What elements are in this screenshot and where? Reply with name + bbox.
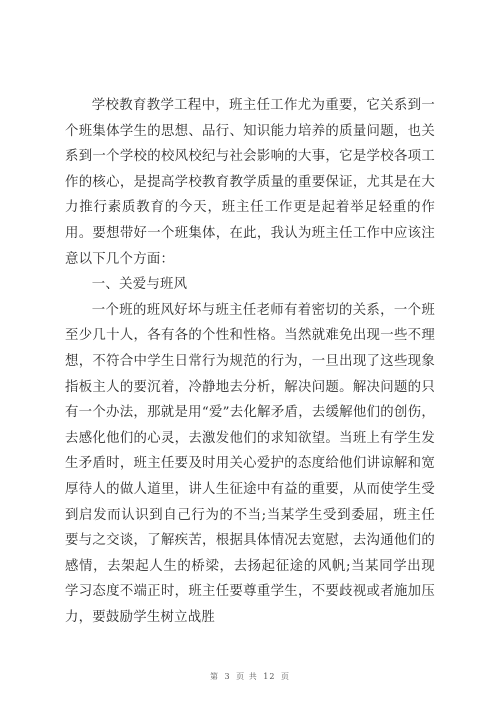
document-body xyxy=(65,93,435,630)
section-heading: 一、关爱与班风 xyxy=(91,277,188,293)
footer-mid: 页 共 xyxy=(236,672,258,681)
body-paragraph: 一个班的班风好坏与班主任老师有着密切的关系，一个班至少几十人，各有各的个性和性格。当然就难免出现一些不理想，不符合中学生日常行为规范的行为，一旦出现了这些现象指板主人的要沉着，冷静地去分析，解决问题。解决问题的只有一个办法，那就是用“爱”去化解矛盾，去缓解他们的创伤，去感化他们的心灵，去激发他们的求知欲望。当班上有学生发生矛盾时，班主任要及时用关心爱护的态度给他们讲谅解和宽厚待人的做人道里，讲人生征途中有益的重要，从而使学生受到启发而认识到自己行为的不当;当某学生受到委屈，班主任要与之交谈，了解疾苦，根据具体情况去宽慰，去沟通他们的感情，去架起人生的桥梁，去扬起征途的风帆;当某同学出现学习态度不端正时，班主任要尊重学生，不要歧视或者施加压力，要鼓励学生树立战胜 xyxy=(65,302,435,625)
total-pages-number: 12 xyxy=(263,672,276,681)
footer-prefix: 第 xyxy=(209,672,219,681)
footer-suffix: 页 xyxy=(281,672,290,681)
current-page-number: 3 xyxy=(224,672,231,681)
intro-paragraph: 学校教育教学工程中，班主任工作尤为重要，它关系到一个班集体学生的思想、品行、知识能力培养的质量问题，也关系到一个学校的校风校纪与社会影响的大事，它是学校各项工作的核心，是提高学校教育教学质量的重要保证，尤其是在大力推行素质教育的今天，班主任工作更是起着举足轻重的作用。要想带好一个班集体，在此，我认为班主任工作中应该注意以下几个方面： xyxy=(65,98,435,267)
page-footer xyxy=(0,671,500,682)
